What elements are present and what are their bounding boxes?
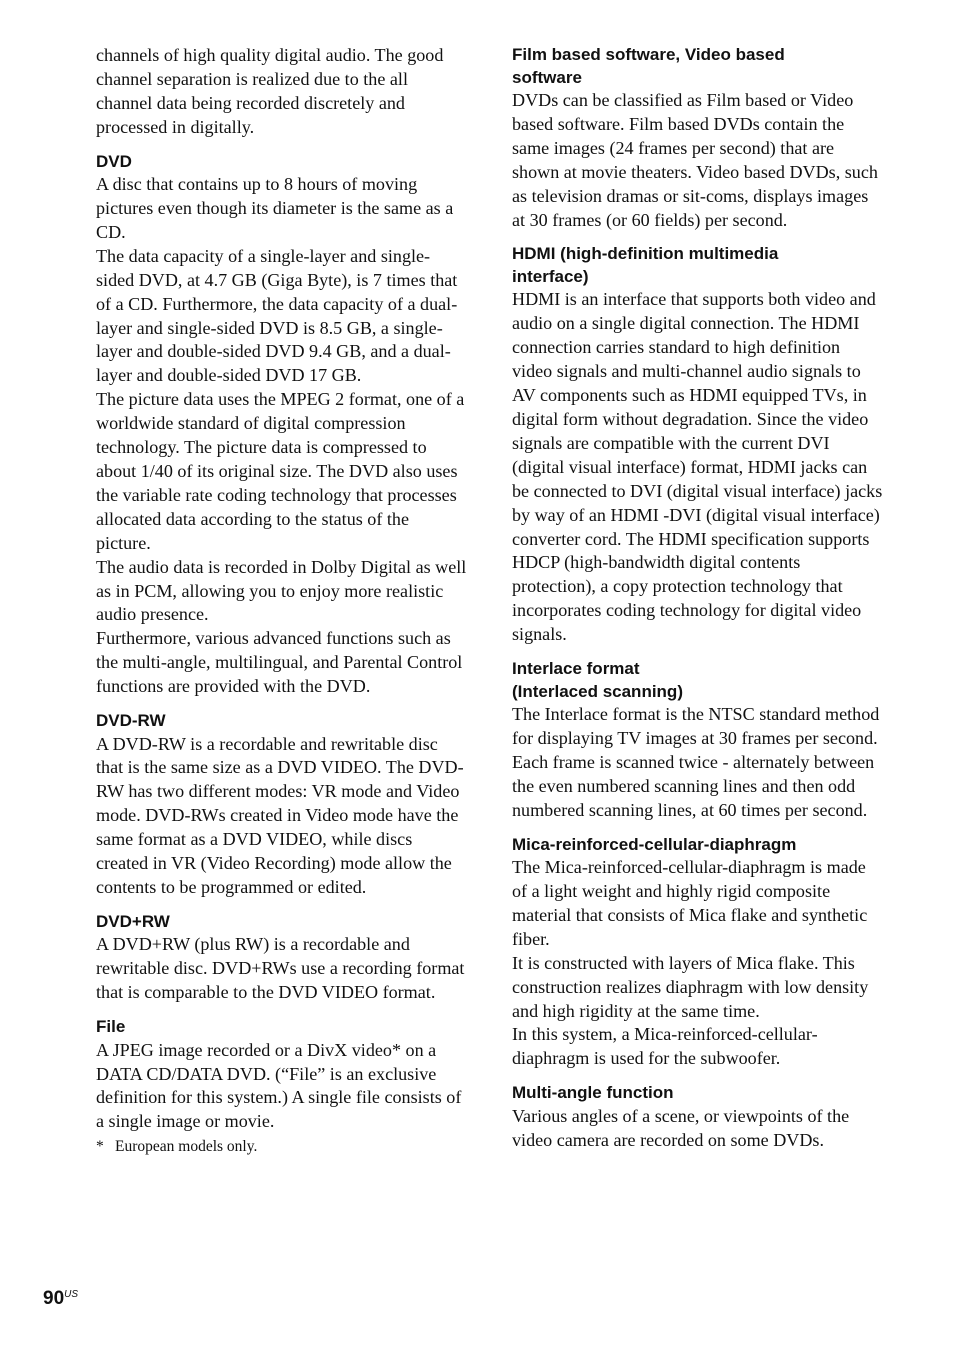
glossary-entry-film-based-software bbox=[512, 44, 884, 232]
glossary-entry-mica-diaphragm bbox=[512, 834, 884, 1072]
hdmi-heading-line-1: HDMI (high-definition multimedia bbox=[512, 244, 779, 264]
dvd-paragraph-3: The picture data uses the MPEG 2 format, one of a worldwide standard of digital compression technology. The picture data is compressed to about 1/40 of its original size. The DVD also uses the variable rate coding technology that processes allocated data according to the status of the picture. bbox=[96, 389, 465, 553]
glossary-entry-interlace-format bbox=[512, 658, 884, 823]
interlace-heading bbox=[512, 658, 884, 703]
left-column bbox=[96, 44, 468, 1157]
page-region-superscript: US bbox=[64, 1289, 79, 1300]
hdmi-heading bbox=[512, 243, 884, 288]
film-based-heading-line-2: software bbox=[512, 67, 582, 87]
page-number bbox=[43, 1283, 78, 1311]
glossary-entry-file bbox=[96, 1016, 468, 1157]
footnote bbox=[96, 1137, 468, 1157]
dvd-paragraph-4: The audio data is recorded in Dolby Digital as well as in PCM, allowing you to enjoy more realistic audio presence. bbox=[96, 556, 467, 625]
film-based-heading-line-1: Film based software, Video based bbox=[512, 45, 785, 64]
interlace-heading-line-1: Interlace format bbox=[512, 659, 640, 679]
glossary-entry-hdmi bbox=[512, 243, 884, 647]
file-paragraph: A JPEG image recorded or a DivX video* on a DATA CD/DATA DVD. (“File” is an exclusive definition for this system.) A single file consists of a single image or movie. bbox=[96, 1039, 462, 1132]
hdmi-paragraph: HDMI is an interface that supports both video and audio on a single digital connection. The HDMI connection carries standard to high definition video signals and multi-channel audio signals to AV components such as HDMI equipped TVs, in digital form without degradation. Since the video signals are compatible with the current DVI (digital visual interface) format, HDMI jacks can be connected to DVI (digital visual interface) jacks by way of an HDMI -DVI (digital visual interface) converter cord. The HDMI specification supports HDCP (high-bandwidth digital contents protection), a copy protection technology that incorporates coding technology for digital video signals. bbox=[512, 289, 883, 645]
dvd-rw-heading: DVD-RW bbox=[96, 711, 166, 731]
hdmi-heading-line-2: interface) bbox=[512, 266, 589, 286]
right-column bbox=[512, 44, 884, 1153]
dvd-rw-paragraph: A DVD-RW is a recordable and rewritable disc that is the same size as a DVD VIDEO. The DVD-RW has two different modes: VR mode and Video mode. DVD-RWs created in Video mode have the same format as a DVD VIDEO, while discs created in VR (Video Recording) mode allow the contents to be programmed or edited. bbox=[96, 733, 464, 897]
mica-paragraph-1: The Mica-reinforced-cellular-diaphragm is made of a light weight and highly rigid composite material that consists of Mica flake and synthetic fiber. bbox=[512, 857, 868, 949]
glossary-entry-dvd bbox=[96, 151, 468, 699]
interlace-heading-line-2: (Interlaced scanning) bbox=[512, 681, 683, 701]
film-based-heading bbox=[512, 44, 884, 89]
multi-angle-heading: Multi-angle function bbox=[512, 1083, 674, 1103]
multi-angle-paragraph: Various angles of a scene, or viewpoints of the video camera are recorded on some DVDs. bbox=[512, 1105, 850, 1150]
page-number-value: 90 bbox=[43, 1288, 65, 1309]
film-based-paragraph: DVDs can be classified as Film based or Video based software. Film based DVDs contain the same images (24 frames per second) that are shown at movie theaters. Video based DVDs, such as television dramas or sit-coms, displays images at 30 frames (or 60 fields) per second. bbox=[512, 90, 878, 230]
dvd-plus-rw-paragraph: A DVD+RW (plus RW) is a recordable and rewritable disc. DVD+RWs use a recording format that is comparable to the DVD VIDEO format. bbox=[96, 934, 465, 1003]
mica-paragraph-2: It is constructed with layers of Mica flake. This construction realizes diaphragm with low density and high rigidity at the same time. bbox=[512, 952, 869, 1021]
glossary-entry-dvd-rw bbox=[96, 710, 468, 900]
glossary-entry-multi-angle bbox=[512, 1082, 884, 1152]
mica-heading: Mica-reinforced-cellular-diaphragm bbox=[512, 834, 797, 854]
mica-paragraph-3: In this system, a Mica-reinforced-cellular-diaphragm is used for the subwoofer. bbox=[512, 1024, 818, 1069]
dvd-paragraph-2: The data capacity of a single-layer and single-sided DVD, at 4.7 GB (Giga Byte), is 7 times that of a CD. Furthermore, the data capacity of a dual-layer and single-sided DVD is 8.5 GB, a single-layer and double-sided DVD 9.4 GB, and a dual-layer and double-sided DVD 17 GB. bbox=[96, 245, 458, 386]
dvd-plus-rw-heading: DVD+RW bbox=[96, 911, 170, 931]
glossary-entry-dvd-plus-rw bbox=[96, 911, 468, 1005]
dvd-paragraph-1: A disc that contains up to 8 hours of moving pictures even though its diameter is the same as a CD. bbox=[96, 174, 454, 242]
interlace-paragraph: The Interlace format is the NTSC standard method for displaying TV images at 30 frames per second. Each frame is scanned twice - alternately between the even numbered scanning lines and then odd numbered scanning lines, at 60 times per second. bbox=[512, 704, 880, 820]
file-heading: File bbox=[96, 1017, 126, 1037]
footnote-mark: * bbox=[96, 1138, 104, 1156]
footnote-text: European models only. bbox=[115, 1138, 258, 1156]
dvd-paragraph-5: Furthermore, various advanced functions such as the multi-angle, multilingual, and Parental Control functions are provided with the DVD. bbox=[96, 628, 463, 697]
dvd-heading: DVD bbox=[96, 151, 132, 171]
intro-paragraph: channels of high quality digital audio. The good channel separation is realized due to the all channel data being recorded discretely and processed in digitally. bbox=[96, 45, 444, 137]
